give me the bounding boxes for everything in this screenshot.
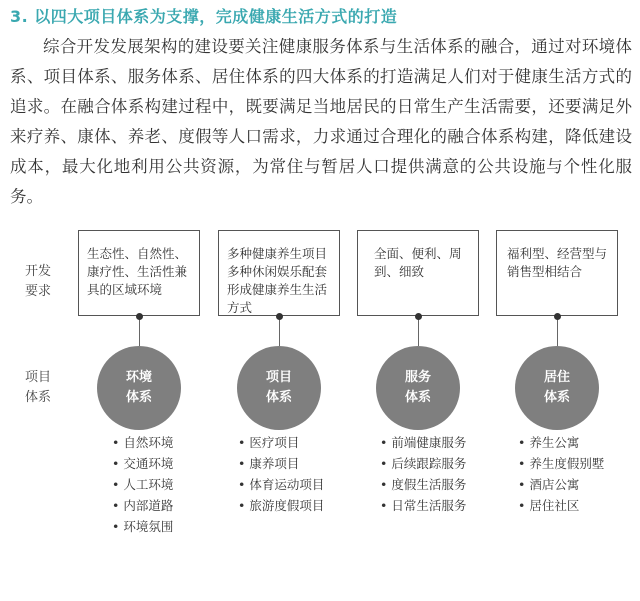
list-item: • 康养项目 (238, 453, 324, 474)
connector-line-residence (557, 316, 558, 346)
system-circle-project (237, 346, 321, 430)
row-label-requirements-line2: 要求 (24, 284, 51, 299)
row-label-systems (20, 368, 56, 408)
requirement-box-project: 多种健康养生项目多种休闲娱乐配套形成健康养生生活方式 (218, 230, 340, 316)
list-item: • 养生公寓 (518, 432, 604, 453)
circle-label-line1: 环境 (125, 370, 152, 385)
circle-label-line2: 体系 (404, 390, 431, 405)
list-item: • 医疗项目 (238, 432, 324, 453)
circle-label-line2: 体系 (265, 390, 292, 405)
system-items-project (238, 432, 324, 516)
list-item: • 环境氛围 (112, 516, 173, 537)
system-circle-residence (515, 346, 599, 430)
connector-dot-project (276, 313, 283, 320)
connector-dot-service (415, 313, 422, 320)
connector-line-project (279, 316, 280, 346)
list-item: • 养生度假别墅 (518, 453, 604, 474)
list-item: • 人工环境 (112, 474, 173, 495)
list-item: • 酒店公寓 (518, 474, 604, 495)
system-items-service (380, 432, 466, 516)
circle-label-line2: 体系 (543, 390, 570, 405)
circle-label-line2: 体系 (125, 390, 152, 405)
intro-text: 综合开发发展架构的建设要关注健康服务体系与生活体系的融合，通过对环境体系、项目体系、服务体系、居住体系的四大体系的打造满足人们对于健康生活方式的追求。在融合体系构建过程中，既要满足当地居民的日常生产生活需要，还要满足外来疗养、康体、养老、度假等人口需求，力求通过合理化的融合体系构建，降低建设成本，最大化地利用公共资源，为常住与暂居人口提供满意的公共设施与个性化服务。 (10, 37, 632, 206)
row-label-systems-line2: 体系 (24, 390, 51, 405)
list-item: • 旅游度假项目 (238, 495, 324, 516)
circle-label-line1: 服务 (404, 370, 431, 385)
requirement-box-environment: 生态性、自然性、康疗性、生活性兼具的区域环境 (78, 230, 200, 316)
list-item: • 日常生活服务 (380, 495, 466, 516)
connector-dot-environment (136, 313, 143, 320)
requirement-box-service: 全面、便利、周到、细致 (357, 230, 479, 316)
list-item: • 居住社区 (518, 495, 604, 516)
system-items-environment (112, 432, 173, 537)
section-heading: 3. 以四大项目体系为支撑，完成健康生活方式的打造 (10, 7, 398, 26)
system-items-residence (518, 432, 604, 516)
list-item: • 内部道路 (112, 495, 173, 516)
list-item: • 度假生活服务 (380, 474, 466, 495)
row-label-systems-line1: 项目 (24, 370, 51, 385)
intro-paragraph (10, 32, 632, 212)
connector-line-environment (139, 316, 140, 346)
connector-dot-residence (554, 313, 561, 320)
circle-label-line1: 居住 (543, 370, 570, 385)
list-item: • 后续跟踪服务 (380, 453, 466, 474)
row-label-requirements (20, 262, 56, 302)
system-circle-service (376, 346, 460, 430)
row-label-requirements-line1: 开发 (24, 264, 51, 279)
system-circle-environment (97, 346, 181, 430)
requirement-box-residence: 福利型、经营型与销售型相结合 (496, 230, 618, 316)
circle-label-line1: 项目 (265, 370, 292, 385)
list-item: • 前端健康服务 (380, 432, 466, 453)
list-item: • 交通环境 (112, 453, 173, 474)
list-item: • 自然环境 (112, 432, 173, 453)
connector-line-service (418, 316, 419, 346)
list-item: • 体育运动项目 (238, 474, 324, 495)
